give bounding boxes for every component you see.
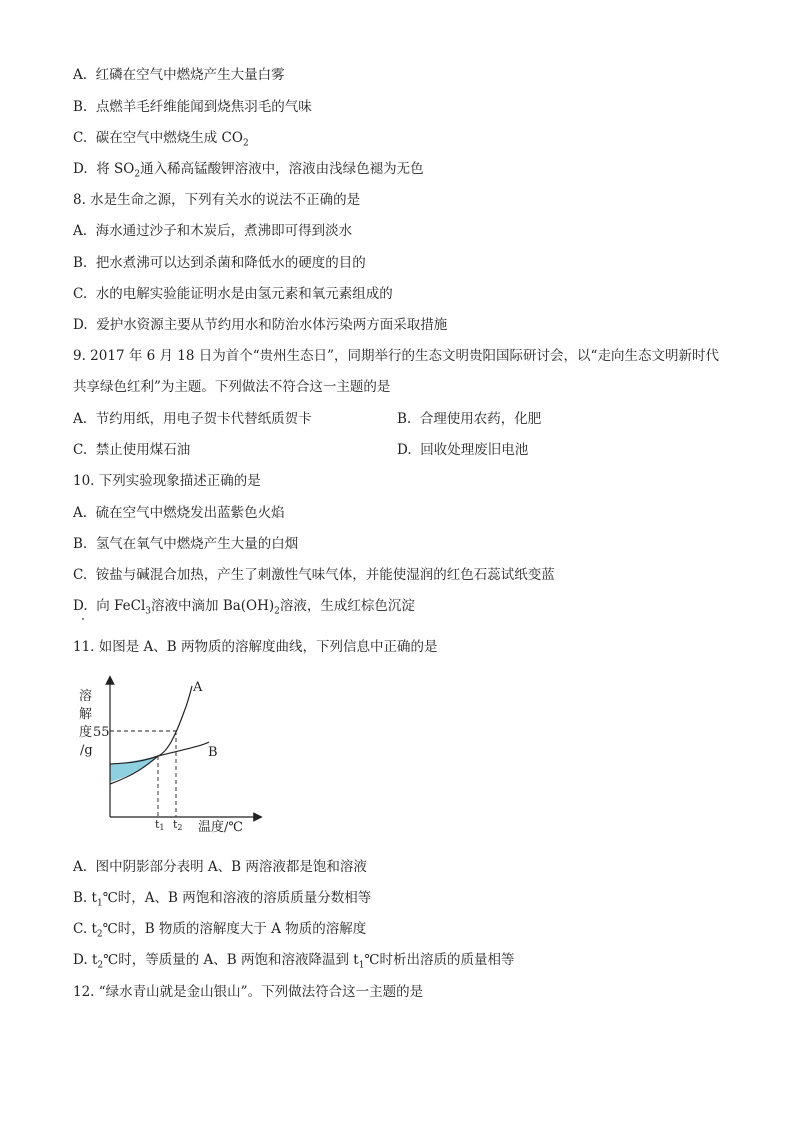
stray-dot <box>82 618 84 620</box>
y-label-char-3: 度 <box>79 725 93 740</box>
q9-stem-line2: 共享绿色红利”为主题。下列做法不符合这一主题的是 <box>73 379 391 395</box>
q10-stem: 10. 下列实验现象描述正确的是 <box>73 473 261 489</box>
q8-stem: 8. 水是生命之源，下列有关水的说法不正确的是 <box>73 192 361 208</box>
q9-option-b: B. 合理使用农药，化肥 <box>397 411 542 427</box>
q11-option-a: A. 图中阴影部分表明 A、B 两溶液都是饱和溶液 <box>73 859 367 875</box>
q8-option-c: C. 水的电解实验能证明水是由氢元素和氧元素组成的 <box>73 286 393 302</box>
q8-option-d: D. 爱护水资源主要从节约用水和防治水体污染两方面采取措施 <box>73 317 448 333</box>
curve-a-label: A <box>193 680 203 695</box>
q9-option-a: A. 节约用纸，用电子贺卡代替纸质贺卡 <box>73 411 312 427</box>
curve-b-label: B <box>208 745 218 760</box>
q11-option-b: B. $t_1℃$时，A、B 两饱和溶液的溶质质量分数相等 <box>73 890 372 909</box>
q11-option-c: C. $t_2℃$时，B 物质的溶解度大于 A 物质的溶解度 <box>73 921 367 940</box>
q9-option-d: D. 回收处理废旧电池 <box>397 442 529 458</box>
q12-stem: 12. “绿水青山就是金山银山”。下列做法符合这一主题的是 <box>73 984 424 1000</box>
q9-option-c: C. 禁止使用煤石油 <box>73 442 191 458</box>
q9-stem-line1: 9. 2017 年 6 月 18 日为首个“贵州生态日”，同期举行的生态文明贵阳国际研讨会，以“走向生态文明新时代 <box>73 348 719 364</box>
q10-option-b: B. 氢气在氧气中燃烧产生大量的白烟 <box>73 536 299 552</box>
q10-option-c: C. 铵盐与碱混合加热，产生了刺激性气味气体，并能使湿润的红色石蕊试纸变蓝 <box>73 567 555 583</box>
q10-option-a: A. 硫在空气中燃烧发出蓝紫色火焰 <box>73 505 285 521</box>
y-tick-55: 55 <box>93 725 110 740</box>
q8-option-a: A. 海水通过沙子和木炭后，煮沸即可得到淡水 <box>73 223 353 239</box>
q10-option-d: D. 向 FeCl$_3$溶液中滴加 $Ba(OH)_2$溶液，生成红棕色沉淀 <box>73 598 415 617</box>
q11-stem: 11. 如图是 A、B 两物质的溶解度曲线，下列信息中正确的是 <box>73 639 438 655</box>
solubility-chart <box>72 672 272 842</box>
q8-option-b: B. 把水煮沸可以达到杀菌和降低水的硬度的目的 <box>73 255 366 271</box>
y-label-char-2: 解 <box>79 707 93 722</box>
q7-option-c: C. 碳在空气中燃烧生成 $CO_2$ <box>73 130 249 149</box>
q7-option-b: B. 点燃羊毛纤维能闻到烧焦羽毛的气味 <box>73 99 312 115</box>
q7-option-d: D. 将 $SO_2$通入稀高锰酸钾溶液中，溶液由浅绿色褪为无色 <box>73 161 424 180</box>
y-label-char-1: 溶 <box>79 689 93 704</box>
x-tick-t2: t2 <box>173 818 183 832</box>
q11-option-d: D. $t_2℃$时，等质量的 A、B 两饱和溶液降温到 $t_1℃$时析出溶质的质量相等 <box>73 952 515 971</box>
q7-option-a: A. 红磷在空气中燃烧产生大量白雾 <box>73 67 285 83</box>
x-tick-t1: t1 <box>155 818 165 832</box>
shaded-region <box>110 756 158 782</box>
y-label-char-4: /g <box>80 743 93 758</box>
x-axis-label: 温度/℃ <box>198 820 243 835</box>
curve-a <box>110 686 192 764</box>
